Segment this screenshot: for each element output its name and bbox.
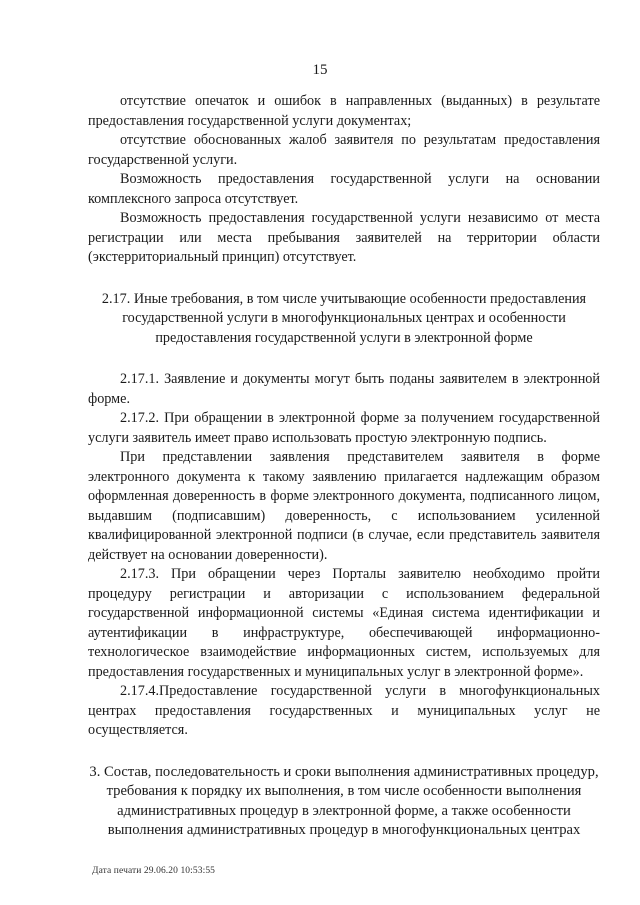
paragraph-representative: При представлении заявления представителем заявителя в форме электронного документа к такому заявлению прилагается надлежащим образом оформленная доверенность в форме электронного документа, подписанного лицом, выдавшим (подписавшим) доверенность, с использованием усиленной квалифицированной электронной подписи (в случае, если представитель заявителя действует на основании доверенности).	[88, 449, 600, 563]
paragraph-complex-request: Возможность предоставления государственной услуги на основании комплексного запроса отсутствует.	[88, 171, 600, 207]
section-3-heading: 3. Состав, последовательность и сроки выполнения административных процедур, требования к порядку их выполнения, в том числе особенности выполнения административных процедур в электронной форме, а также особенности выполнения административных процедур в многофункциональных центрах	[89, 763, 599, 838]
item-2-17-2: 2.17.2. При обращении в электронной форме за получением государственной услуги заявитель имеет право использовать простую электронную подпись.	[88, 410, 600, 446]
item-2-17-4: 2.17.4.Предоставление государственной услуги в многофункциональных центрах предоставления государственных и муниципальных услуг не осуществляется.	[88, 683, 600, 738]
print-date-footer: Дата печати 29.06.20 10:53:55	[92, 866, 216, 876]
item-2-17-3: 2.17.3. При обращении через Порталы заявителю необходимо пройти процедуру регистрации и авторизации с использованием федеральной государственной информационной системы «Единая система идентификации и аутентификации в инфраструктуре, обеспечивающей информационно-технологическое взаимодействие информационных систем, используемых для предоставления государственных и муниципальных услуг в электронной форме».	[88, 566, 600, 680]
page-content	[88, 92, 600, 863]
section-2-17-heading: 2.17. Иные требования, в том числе учитывающие особенности предоставления государственной услуги в многофункциональных центрах и особенности предоставления государственной услуги в электронной форме	[101, 290, 587, 346]
paragraph-no-typos: отсутствие опечаток и ошибок в направленных (выданных) в результате предоставления государственной услуги документах;	[88, 93, 600, 129]
page-number: 15	[312, 62, 328, 78]
paragraph-extraterritorial: Возможность предоставления государственной услуги независимо от места регистрации или места пребывания заявителей на территории области (экстерриториальный принцип) отсутствует.	[88, 210, 600, 265]
paragraph-no-complaints: отсутствие обоснованных жалоб заявителя по результатам предоставления государственной услуги.	[88, 132, 600, 168]
item-2-17-1: 2.17.1. Заявление и документы могут быть поданы заявителем в электронной форме.	[88, 371, 600, 407]
